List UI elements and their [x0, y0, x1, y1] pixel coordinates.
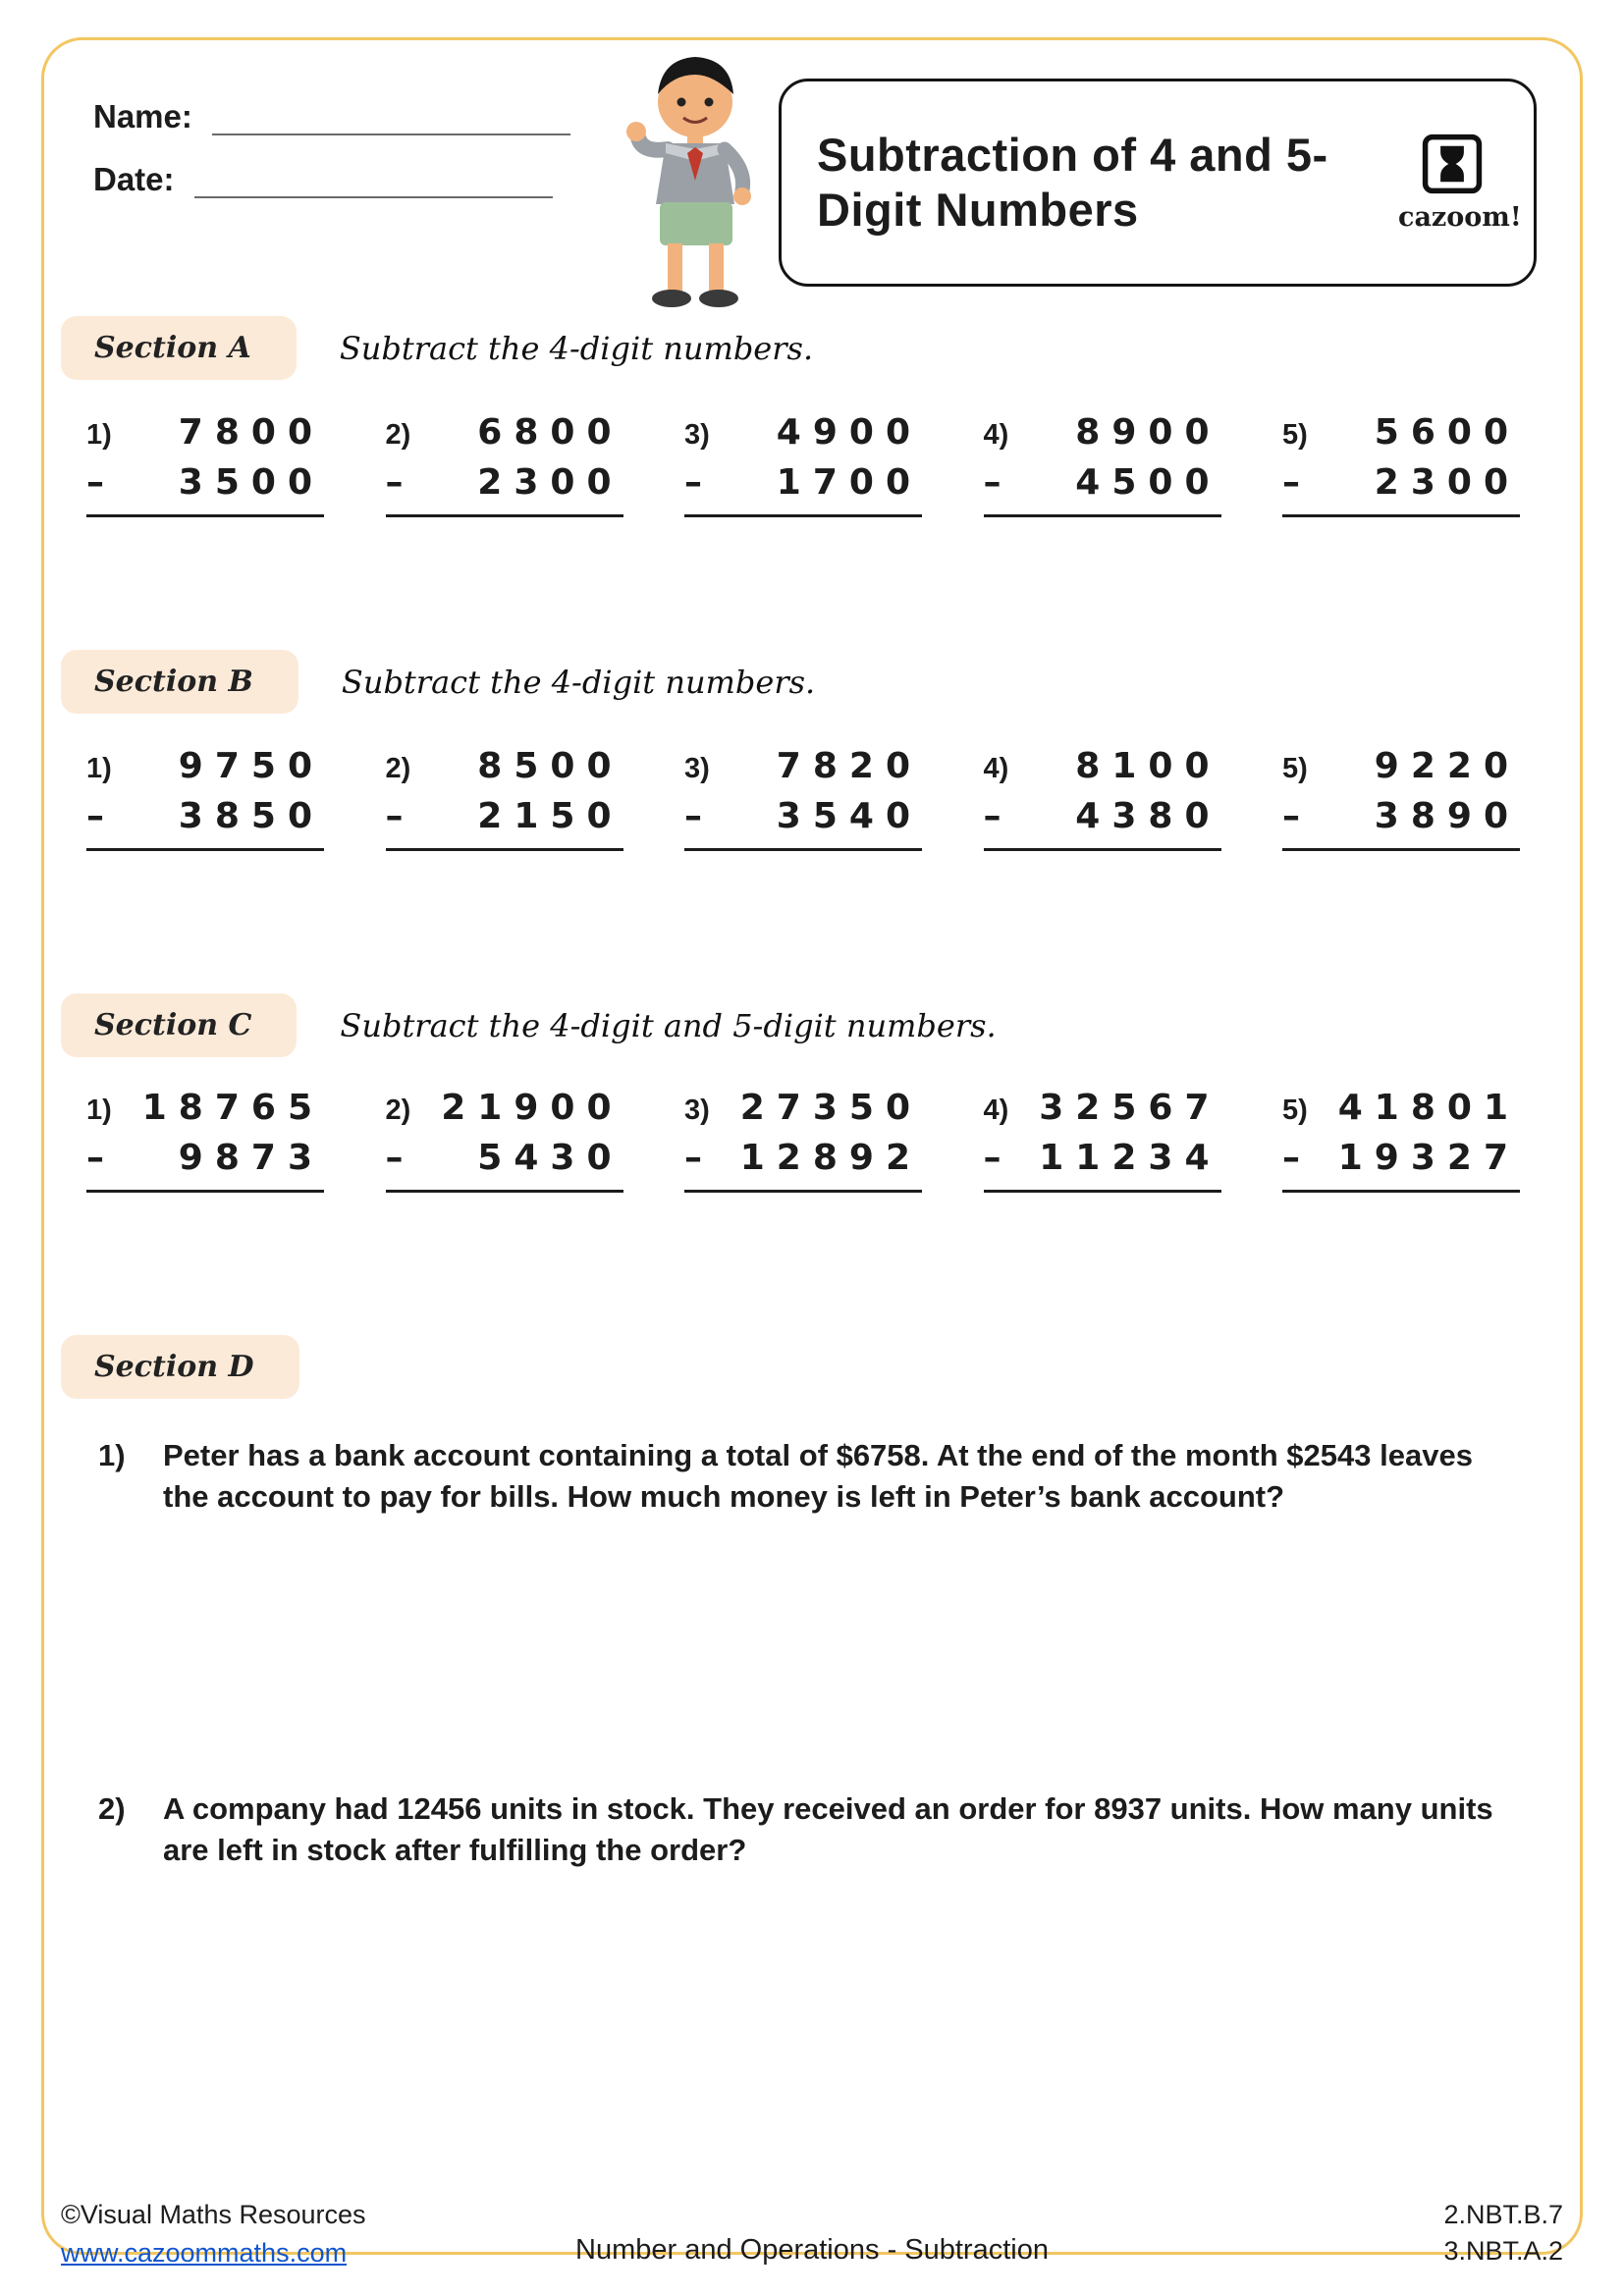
problem-number: 4) — [983, 1095, 1009, 1126]
section-b-problems — [86, 746, 1520, 851]
problem — [1282, 746, 1520, 851]
brand-logo — [1398, 133, 1522, 233]
standard-code-2: 3.NBT.A.2 — [1443, 2235, 1563, 2266]
problem-number: 5) — [1282, 419, 1308, 451]
footer-standards — [1443, 2197, 1563, 2269]
minus-sign: – — [86, 796, 116, 836]
problem — [86, 412, 324, 517]
subtrahend: 2150 — [477, 796, 623, 836]
minuend: 9750 — [178, 746, 324, 786]
minuend: 4900 — [776, 412, 922, 453]
word-problem — [98, 1789, 1512, 1871]
minus-sign: – — [86, 1138, 116, 1178]
standard-code-1: 2.NBT.B.7 — [1443, 2200, 1563, 2230]
problem-number: 2) — [385, 753, 411, 784]
minuend: 7820 — [776, 746, 922, 786]
subtrahend: 3850 — [178, 796, 324, 836]
problem — [386, 1088, 623, 1193]
subtrahend: 2300 — [1374, 462, 1520, 503]
minus-sign: – — [684, 796, 714, 836]
subtrahend: 11234 — [1039, 1138, 1221, 1178]
minuend: 9220 — [1374, 746, 1520, 786]
problem-number: 5) — [1282, 1095, 1308, 1126]
section-b-header — [61, 650, 815, 714]
section-c-problems — [86, 1088, 1520, 1193]
footer-website-link[interactable]: www.cazoommaths.com — [61, 2238, 348, 2268]
problem — [984, 1088, 1221, 1193]
subtrahend: 4500 — [1075, 462, 1221, 503]
title-box — [779, 79, 1537, 287]
section-c-header — [61, 993, 997, 1057]
section-a-label: Section A — [61, 316, 297, 380]
section-d-header — [61, 1335, 299, 1399]
subtrahend: 1700 — [776, 462, 922, 503]
problem — [386, 412, 623, 517]
minus-sign: – — [385, 796, 415, 836]
minuend: 21900 — [441, 1088, 623, 1128]
section-a-instruction: Subtract the 4-digit numbers. — [339, 329, 814, 367]
word-problem-number: 1) — [98, 1438, 126, 1472]
minuend: 8500 — [477, 746, 623, 786]
problem-number: 4) — [983, 419, 1009, 451]
subtrahend: 3890 — [1374, 796, 1520, 836]
problem-number: 3) — [684, 419, 710, 451]
hourglass-icon — [1421, 183, 1484, 199]
minus-sign: – — [983, 796, 1013, 836]
minus-sign: – — [983, 1138, 1013, 1178]
problem-number: 1) — [86, 419, 112, 451]
problem — [984, 746, 1221, 851]
page-title: Subtraction of 4 and 5-Digit Numbers — [817, 128, 1328, 236]
problem — [1282, 412, 1520, 517]
problem-number: 2) — [385, 419, 411, 451]
problem — [984, 412, 1221, 517]
subtrahend: 2300 — [477, 462, 623, 503]
minus-sign: – — [684, 462, 714, 503]
problem — [684, 746, 922, 851]
subtrahend: 3500 — [178, 462, 324, 503]
minus-sign: – — [385, 462, 415, 503]
minus-sign: – — [1282, 1138, 1312, 1178]
section-a-problems — [86, 412, 1520, 517]
section-a-header — [61, 316, 813, 380]
name-date-block — [93, 98, 570, 224]
name-label: Name: — [93, 98, 192, 134]
minuend: 7800 — [178, 412, 324, 453]
minuend: 8100 — [1075, 746, 1221, 786]
problem — [684, 412, 922, 517]
problem-number: 3) — [684, 753, 710, 784]
minuend: 32567 — [1039, 1088, 1221, 1128]
footer-topic: Number and Operations - Subtraction — [575, 2234, 1049, 2266]
word-problem — [98, 1435, 1512, 1518]
subtrahend: 19327 — [1337, 1138, 1520, 1178]
subtrahend: 12892 — [739, 1138, 922, 1178]
minuend: 8900 — [1075, 412, 1221, 453]
minus-sign: – — [684, 1138, 714, 1178]
section-b-label: Section B — [61, 650, 298, 714]
word-problem-number: 2) — [98, 1791, 126, 1826]
minus-sign: – — [983, 462, 1013, 503]
footer-left — [61, 2200, 366, 2269]
minus-sign: – — [86, 462, 116, 503]
name-line — [212, 102, 570, 135]
minuend: 27350 — [739, 1088, 922, 1128]
subtrahend: 9873 — [178, 1138, 324, 1178]
brand-text: cazoom! — [1398, 202, 1522, 233]
problem-number: 5) — [1282, 753, 1308, 784]
section-d-label: Section D — [61, 1335, 299, 1399]
section-c-instruction: Subtract the 4-digit and 5-digit numbers. — [340, 1006, 997, 1044]
subtrahend: 3540 — [776, 796, 922, 836]
problem-number: 2) — [385, 1095, 411, 1126]
minus-sign: – — [1282, 796, 1312, 836]
problem-number: 4) — [983, 753, 1009, 784]
problem — [684, 1088, 922, 1193]
word-problem-text: A company had 12456 units in stock. They received an order for 8937 units. How many units are left in stock after fulfilling the order? — [163, 1791, 1493, 1867]
boy-illustration — [609, 51, 771, 316]
problem — [86, 1088, 324, 1193]
section-b-instruction: Subtract the 4-digit numbers. — [341, 663, 816, 701]
subtrahend: 4380 — [1075, 796, 1221, 836]
minuend: 6800 — [477, 412, 623, 453]
problem-number: 3) — [684, 1095, 710, 1126]
minuend: 41801 — [1337, 1088, 1520, 1128]
problem-number: 1) — [86, 753, 112, 784]
problem — [1282, 1088, 1520, 1193]
minuend: 18765 — [141, 1088, 324, 1128]
subtrahend: 5430 — [477, 1138, 623, 1178]
footer-copyright: ©Visual Maths Resources — [61, 2200, 366, 2229]
minus-sign: – — [385, 1138, 415, 1178]
section-c-label: Section C — [61, 993, 297, 1057]
minuend: 5600 — [1374, 412, 1520, 453]
date-line — [194, 165, 553, 198]
minus-sign: – — [1282, 462, 1312, 503]
problem — [386, 746, 623, 851]
problem-number: 1) — [86, 1095, 112, 1126]
word-problem-text: Peter has a bank account containing a total of $6758. At the end of the month $2543 leaves the account to pay for bills. How much money is left in Peter’s bank account? — [163, 1438, 1473, 1514]
problem — [86, 746, 324, 851]
date-label: Date: — [93, 161, 175, 197]
